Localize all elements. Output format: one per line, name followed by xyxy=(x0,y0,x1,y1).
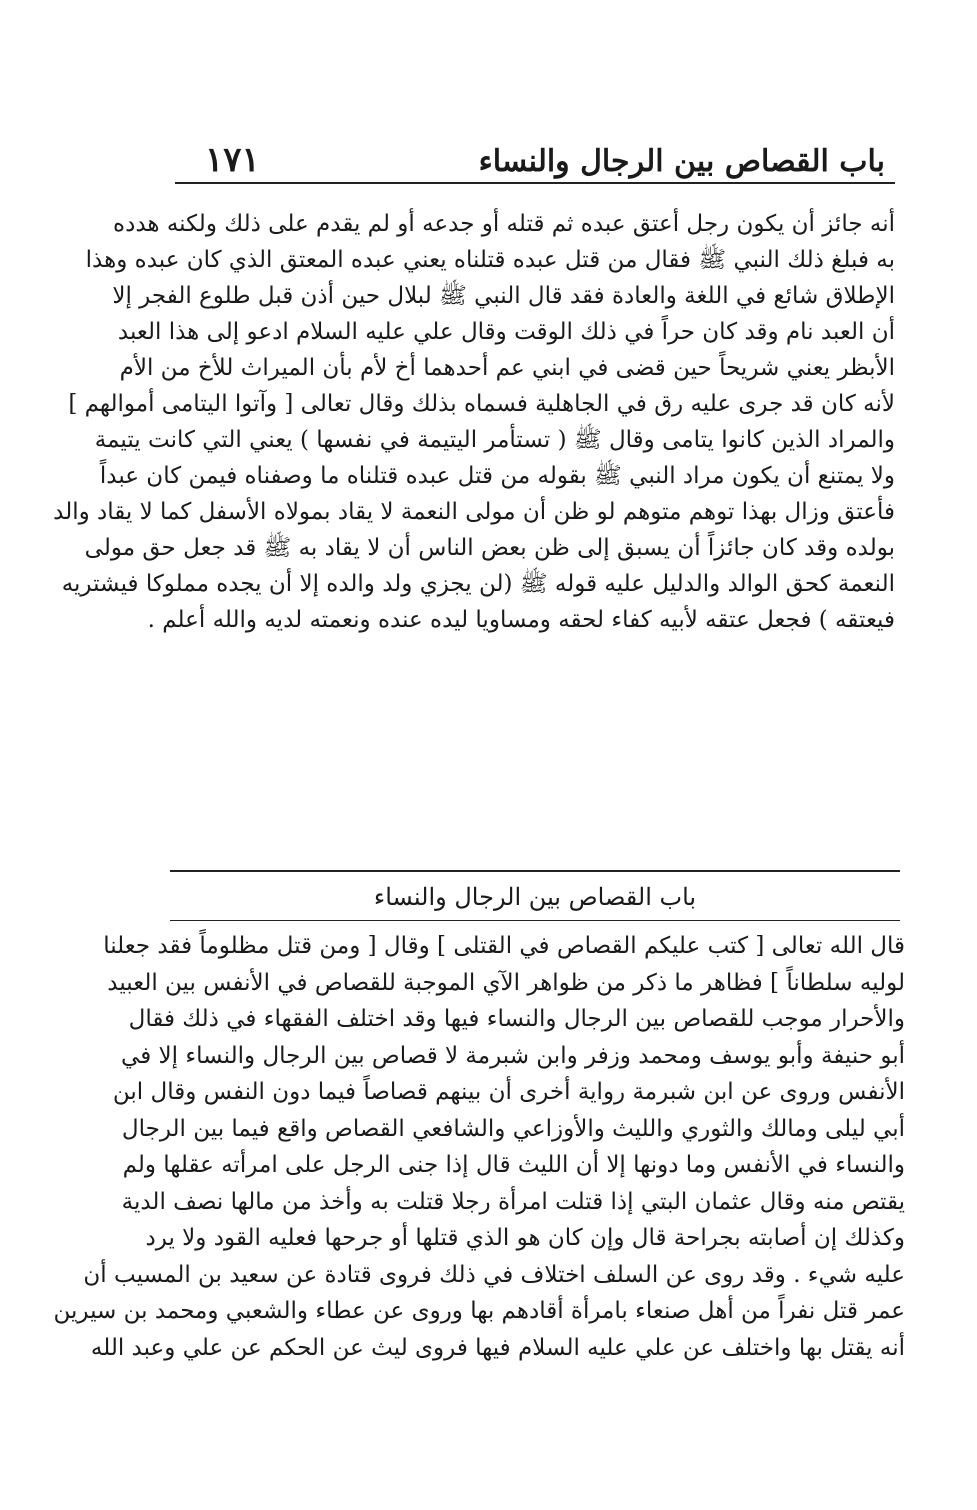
text-line: والمراد الذين كانوا يتامى وقال ﷺ ( تستأمر اليتيمة في نفسها ) يعني التي كانت يتيمة xyxy=(94,427,895,453)
bottom-paragraph xyxy=(53,928,905,1366)
text-line: النعمة كحق الوالد والدليل عليه قوله ﷺ (لن يجزي ولد والده إلا أن يجده مملوكا فيشتريه xyxy=(61,571,895,597)
chapter-title: باب القصاص بين الرجال والنساء xyxy=(373,883,697,911)
text-line: والنساء في الأنفس وما دونها إلا أن الليث قال إذا جنى الرجل على امرأته عقلها ولم xyxy=(122,1152,905,1178)
text-line: لأنه كان قد جرى عليه رق في الجاهلية فسماه بذلك وقال تعالى [ وآتوا اليتامى أموالهم ] xyxy=(68,391,895,417)
section-separator xyxy=(170,870,900,872)
text-line: الأبظر يعني شريحاً حين قضى في ابني عم أحدهما أخ لأم بأن الميراث للأخ من الأم xyxy=(119,355,895,381)
text-line: فيعتقه ) فجعل عتقه لأبيه كفاء لحقه ومساويا ليده عنده ونعمته لديه والله أعلم . xyxy=(147,607,895,633)
text-line: أبو حنيفة وأبو يوسف ومحمد وزفر وابن شبرمة لا قصاص بين الرجال والنساء إلا في xyxy=(121,1042,905,1069)
text-line: بولده وقد كان جائزاً أن يسبق إلى ظن بعض الناس أن لا يقاد به ﷺ قد جعل حق مولى xyxy=(84,535,895,561)
top-paragraph xyxy=(53,206,895,638)
page-number: ١٧١ xyxy=(205,140,260,180)
text-line: أبي ليلى ومالك والثوري والليث والأوزاعي والشافعي القصاص واقع فيما بين الرجال xyxy=(121,1115,905,1142)
text-line: أنه يقتل بها واختلف عن علي عليه السلام فيها فروى ليث عن الحكم عن علي وعبد الله xyxy=(90,1334,905,1361)
text-line: ولا يمتنع أن يكون مراد النبي ﷺ بقوله من قتل عبده قتلناه ما وصفناه فيمن كان عبداً xyxy=(99,463,895,489)
text-line: لوليه سلطاناً ] فظاهر ما ذكر من ظواهر الآي الموجبة للقصاص في الأنفس بين العبيد xyxy=(107,969,905,996)
text-line: فأعتق وزال بهذا توهم متوهم لو ظن أن مولى النعمة لا يقاد بمولاه الأسفل كما لا يقاد والد xyxy=(53,499,895,525)
text-line: قال الله تعالى [ كتب عليكم القصاص في القتلى ] وقال [ ومن قتل مظلوماً فقد جعلنا xyxy=(103,933,905,959)
text-line: عمر قتل نفراً من أهل صنعاء بامرأة أقادهم بها وروى عن عطاء والشعبي ومحمد بن سيرين xyxy=(53,1298,905,1324)
text-line: الأنفس وروى عن ابن شبرمة رواية أخرى أن بينهم قصاصاً فيما دون النفس وقال ابن xyxy=(112,1079,905,1105)
text-line: والأحرار موجب للقصاص بين الرجال والنساء فيها وقد اختلف الفقهاء في ذلك فقال xyxy=(128,1006,905,1032)
text-line: وكذلك إن أصابته بجراحة قال وإن كان هو الذي قتلها أو جرحها فعليه القود ولا يرد xyxy=(145,1225,905,1251)
page-header xyxy=(175,140,895,184)
text-line: عليه شيء . وقد روى عن السلف اختلاف في ذلك فروى قتادة عن سعيد بن المسيب أن xyxy=(83,1261,905,1288)
book-page xyxy=(53,140,905,1390)
chapter-rule xyxy=(170,920,900,921)
text-line: أن العبد نام وقد كان حراً في ذلك الوقت وقال علي عليه السلام ادعو إلى هذا العبد xyxy=(117,319,895,345)
text-line: أنه جائز أن يكون رجل أعتق عبده ثم قتله أو جدعه أو لم يقدم على ذلك ولكنه هدده xyxy=(113,211,895,237)
running-title: باب القصاص بين الرجال والنساء xyxy=(478,144,885,179)
text-line: يقتص منه وقال عثمان البتي إذا قتلت امرأة رجلا قتلت به وأخذ من مالها نصف الدية xyxy=(121,1188,905,1215)
text-line: الإطلاق شائع في اللغة والعادة فقد قال النبي ﷺ لبلال حين أذن قبل طلوع الفجر إلا xyxy=(112,283,895,309)
text-line: به فبلغ ذلك النبي ﷺ فقال من قتل عبده قتلناه يعني عبده المعتق الذي كان عبده وهذا xyxy=(85,247,895,273)
